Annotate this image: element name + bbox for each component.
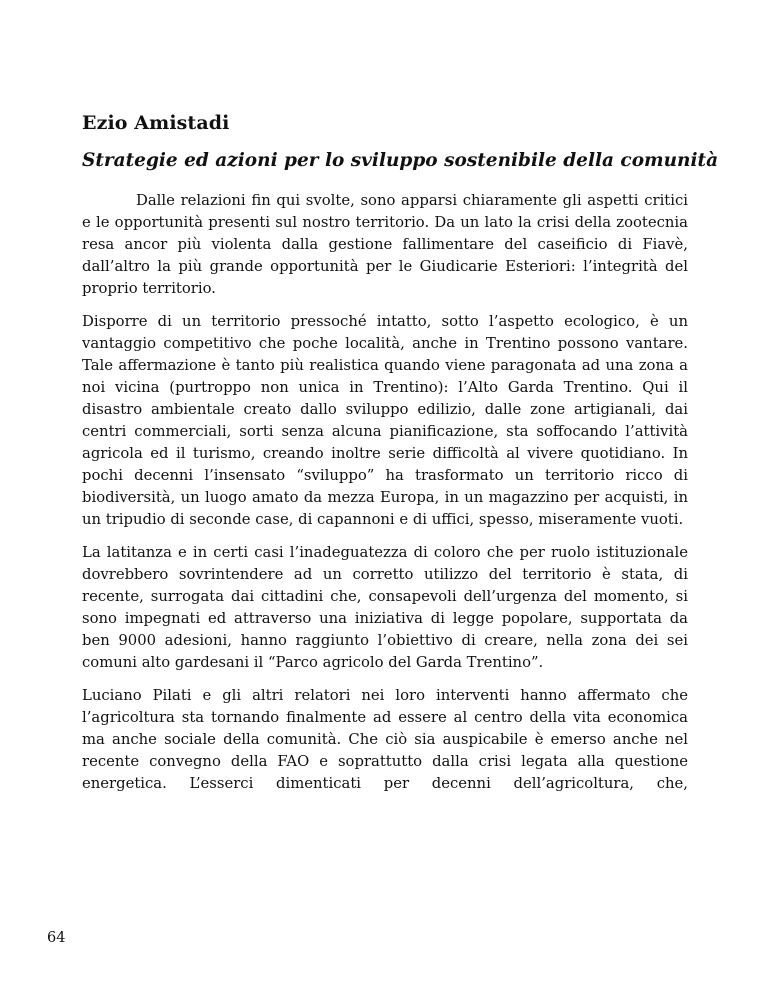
body-text [82,190,688,806]
author-heading: Ezio Amistadi [82,112,230,134]
paragraph: La latitanza e in certi casi l’inadeguatezza di coloro che per ruolo istituzionale dovrebbero sovrintendere ad un corretto utilizzo del territorio è stata, di recente, surrogata dai cittadini che, consapevoli dell’urgenza del momento, si sono impegnati ed attraverso una iniziativa di legge popolare, supportata da ben 9000 adesioni, hanno raggiunto l’obiettivo di creare, nella zona dei sei comuni alto gardesani il “Parco agricolo del Garda Trentino”. [82,544,688,671]
article-title: Strategie ed azioni per lo sviluppo sostenibile della comunità [82,150,719,171]
paragraph: Luciano Pilati e gli altri relatori nei loro interventi hanno affermato che l’agricoltura sta tornando finalmente ad essere al centro della vita economica ma anche sociale della comunità. Che ciò sia auspicabile è emerso anche nel recente convegno della FAO e soprattutto dalla crisi legata alla questione energetica. L’esserci dimenticati per decenni dell’agricoltura, che, [82,687,688,792]
page-number: 64 [47,930,66,946]
paragraph: Disporre di un territorio pressoché intatto, sotto l’aspetto ecologico, è un vantaggio competitivo che poche località, anche in Trentino possono vantare. Tale affermazione è tanto più realistica quando viene paragonata ad una zona a noi vicina (purtroppo non unica in Trentino): l’Alto Garda Trentino. Qui il disastro ambientale creato dallo sviluppo edilizio, dalle zone artigianali, dai centri commerciali, sorti senza alcuna pianificazione, sta soffocando l’attività agricola ed il turismo, creando inoltre serie difficoltà al vivere quotidiano. In pochi decenni l’insensato “sviluppo” ha trasformato un territorio ricco di biodiversità, un luogo amato da mezza Europa, in un magazzino per acquisti, in un tripudio di seconde case, di capannoni e di uffici, spesso, miseramente vuoti. [82,313,688,528]
paragraph: Dalle relazioni fin qui svolte, sono apparsi chiaramente gli aspetti critici e le opportunità presenti sul nostro territorio. Da un lato la crisi della zootecnia resa ancor più violenta dalla gestione fallimentare del caseificio di Fiavè, dall’altro la più grande opportunità per le Giudicarie Esteriori: l’integrità del proprio territorio. [82,192,688,297]
